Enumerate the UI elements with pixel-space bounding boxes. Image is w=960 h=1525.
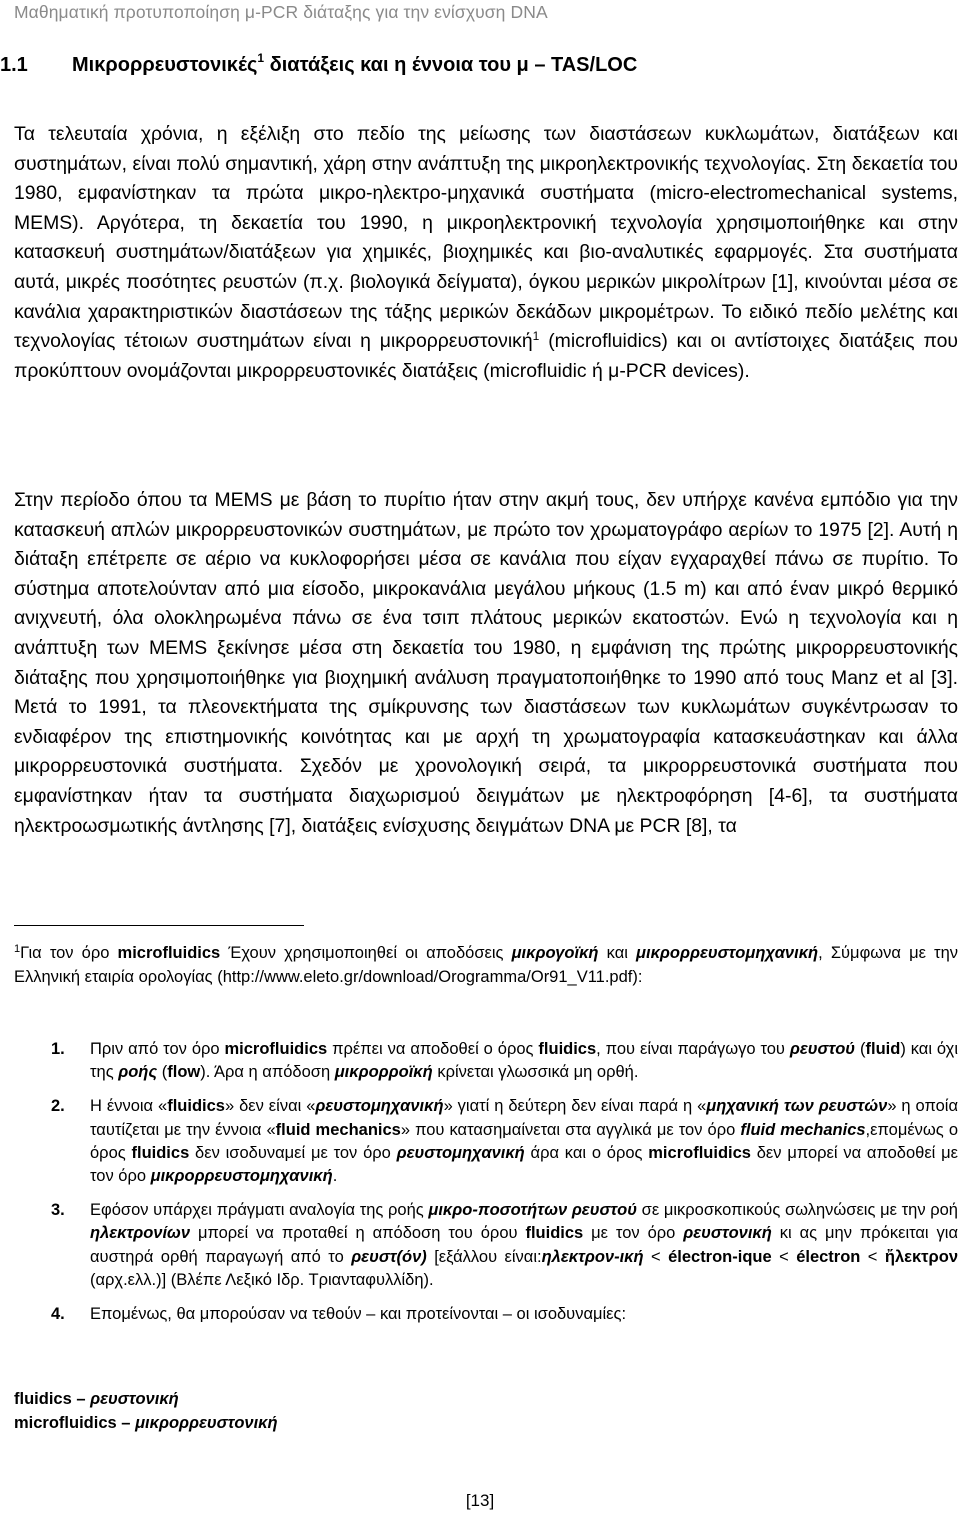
item-text: ) και όχι της	[90, 1040, 958, 1082]
item-term: ροής	[118, 1063, 158, 1082]
footnote-list-item	[51, 1303, 958, 1326]
item-text: , που είναι παράγωγο του	[596, 1040, 790, 1058]
item-term: microfluidics	[224, 1040, 328, 1058]
glossary-translation: ρευστονική	[90, 1390, 179, 1408]
item-term: fluid	[865, 1040, 901, 1058]
item-term: fluid mechanics	[275, 1120, 401, 1139]
item-term: fluidics	[131, 1143, 190, 1162]
footnote-intro	[14, 941, 958, 989]
item-term: ρευστ(όν)	[351, 1247, 427, 1266]
item-term: fluidics	[167, 1097, 225, 1116]
item-term: ρευστομηχανική	[315, 1097, 444, 1116]
item-term: fluidics	[538, 1040, 597, 1058]
footnote-list-item	[51, 1199, 958, 1292]
item-text: » δεν είναι «	[224, 1097, 316, 1116]
item-text: σε μικροσκοπικούς σωληνώσεις με την ροή	[636, 1201, 958, 1220]
item-term: ηλεκτρον-ική	[541, 1247, 644, 1266]
item-term: μικρορρευστομηχανική	[150, 1167, 333, 1186]
glossary-dash: –	[76, 1390, 86, 1408]
footnote-text: Έχουν χρησιμοποιηθεί οι αποδόσεις	[220, 944, 512, 962]
item-text: Επομένως, θα μπορούσαν να τεθούν – και προτείνονται – οι ισοδυναμίες:	[90, 1305, 627, 1324]
item-term: fluid mechanics	[740, 1120, 866, 1139]
item-term: ρευστομηχανική	[396, 1143, 525, 1162]
item-text: ,επομένως ο όρος	[90, 1120, 959, 1162]
list-number: 4.	[51, 1305, 65, 1324]
section-heading	[0, 51, 637, 77]
item-term: μικρο-ποσοτήτων ρευστού	[428, 1201, 637, 1220]
item-term: ρευστονική	[683, 1224, 772, 1243]
item-text: κρίνεται γλωσσικά μη ορθή.	[432, 1063, 639, 1082]
item-term: ηλεκτρονίων	[90, 1224, 191, 1243]
item-text: με τον όρο	[583, 1224, 684, 1243]
footnote-list	[51, 1038, 959, 1337]
footnote-ref[interactable]: 1	[532, 329, 540, 344]
item-text: πρέπει να αποδοθεί ο όρος	[327, 1040, 539, 1058]
glossary-block	[14, 1387, 278, 1435]
footnote-list-item	[51, 1038, 958, 1084]
item-text: Εφόσον υπάρχει πράγματι αναλογία της ροής	[90, 1201, 429, 1220]
item-text: .	[332, 1167, 338, 1186]
footnote-term: microfluidics	[117, 944, 221, 962]
item-text: Πριν από τον όρο	[90, 1040, 225, 1058]
section-title-part2: διατάξεις και η έννοια του μ – TAS/LOC	[264, 54, 638, 76]
item-text: <	[771, 1247, 797, 1266]
running-header: Μαθηματική προτυποποίηση μ-PCR διάταξης για την ενίσχυση DNA	[14, 2, 548, 22]
item-term: microfluidics	[648, 1143, 751, 1162]
item-text: (	[157, 1063, 168, 1082]
glossary-translation: μικρορρευστονική	[135, 1414, 278, 1432]
item-text: Η έννοια «	[90, 1097, 168, 1116]
section-number: 1.1	[0, 54, 28, 76]
glossary-entry	[14, 1411, 278, 1435]
footnote-text: Για τον όρο	[20, 944, 118, 962]
footnote-text: , Σύμφωνα με την Ελληνική εταιρία ορολογίας (http://www.eleto.gr/download/Orogramma/Or91_V11.pdf):	[14, 944, 958, 986]
item-text: μπορεί να προταθεί η απόδοση του όρου	[190, 1224, 526, 1243]
footnote-term: μικρογοϊκή	[511, 944, 599, 962]
item-term: fluidics	[525, 1224, 584, 1243]
footnote-term: μικρορρευστομηχανική	[636, 944, 819, 962]
item-text: » που κατασημαίνεται στα αγγλικά με τον όρο	[400, 1120, 741, 1139]
page-number: [13]	[465, 1491, 495, 1510]
item-text: κι ας μην πρόκειται για αυστηρά ορθή παραγωγή από το	[90, 1224, 958, 1266]
section-title-part1: Μικρορρευστονικές	[72, 54, 258, 76]
list-number: 1.	[51, 1040, 65, 1058]
list-number: 3.	[51, 1201, 65, 1220]
item-term: ρευστού	[789, 1040, 856, 1058]
footnote-text: και	[598, 944, 637, 962]
item-text: δεν μπορεί να αποδοθεί με τον όρο	[90, 1143, 958, 1186]
item-text: δεν ισοδυναμεί με τον όρο	[189, 1143, 397, 1162]
glossary-dash: –	[121, 1414, 131, 1432]
item-text: ). Άρα η απόδοση	[200, 1063, 335, 1082]
item-term: électron	[796, 1247, 861, 1266]
footnote-separator	[14, 925, 304, 926]
item-term: μηχανική των ρευστών	[706, 1097, 888, 1116]
item-term: μικρορροϊκή	[334, 1063, 433, 1082]
footnote-marker: 1	[14, 943, 21, 955]
body-paragraph-1	[14, 120, 958, 386]
glossary-term: microfluidics	[14, 1414, 117, 1432]
item-text: (	[855, 1040, 866, 1058]
para1-text-b: (microfluidics) και οι αντίστοιχες διατάξεις που προκύπτουν ονομάζονται μικρορρευστονικές διατάξεις (microfluidic ή μ-PCR devices).	[14, 330, 958, 382]
item-text: » γιατί η δεύτερη δεν είναι παρά η «	[443, 1097, 707, 1116]
item-term: flow	[167, 1063, 201, 1082]
item-text: άρα και ο όρος	[524, 1143, 649, 1162]
glossary-entry	[14, 1387, 278, 1411]
item-text: <	[643, 1247, 669, 1266]
item-text: (αρχ.ελλ.)] (Βλέπε Λεξικό Ιδρ. Τριανταφυλλίδη).	[90, 1270, 434, 1289]
item-text: <	[860, 1247, 885, 1266]
list-number: 2.	[51, 1097, 65, 1116]
item-term: électron-ique	[668, 1247, 772, 1266]
glossary-term: fluidics	[14, 1390, 72, 1408]
para1-text-a: Τα τελευταία χρόνια, η εξέλιξη στο πεδίο της μείωσης των διαστάσεων κυκλωμάτων, διατάξεων και συστημάτων, είναι πολύ σημαντική, χάρη στην ανάπτυξη της μικροηλεκτρονικής τεχνολογίας. Στη δεκαετία του 1980, εμφανίστηκαν τα πρώτα μικρο-ηλεκτρο-μηχανικά συστήματα (micro-electromechanical systems, MEMS). Αργότερα, τη δεκαετία του 1990, η μικροηλεκτρονική τεχνολογία χρησιμοποιήθηκε και στην κατασκευή συστημάτων/διατάξεων για χημικές, βιοχημικές και βιο-αναλυτικές εφαρμογές. Στα συστήματα αυτά, μικρές ποσότητες ρευστών (π.χ. βιολογικά δείγματα), όγκου μερικών μικρολίτρων [1], κινούνται μέσα σε κανάλια χαρακτηριστικών διαστάσεων της τάξης μερικών δεκάδων μικρομέτρων. Το ειδικό πεδίο μελέτης και τεχνολογίας τέτοιων συστημάτων είναι η μικρορρευστονική	[14, 123, 958, 353]
footnote-ref[interactable]: 1	[257, 51, 265, 65]
item-term: ἤλεκτρον	[884, 1247, 958, 1266]
item-text: » η οποία ταυτίζεται με την έννοια «	[90, 1097, 959, 1139]
item-text: [εξάλλου είναι:	[426, 1247, 542, 1266]
body-paragraph-2: Στην περίοδο όπου τα MEMS με βάση το πυρίτιο ήταν στην ακμή τους, δεν υπήρχε κανένα εμπόδιο για την κατασκευή απλών μικρορρευστονικών συστημάτων, με πρώτο τον χρωματογράφο αερίων το 1975 [2]. Αυτή η διάταξη επέτρεπε σε αέριο να κυκλοφορήσει μέσα σε κανάλια που είχαν εγχαραχθεί πάνω σε πυρίτιο. Το σύστημα αποτελούνταν από μια είσοδο, μικροκανάλια μεγάλου μήκους (1.5 m) και από έναν μικρό θερμικό ανιχνευτή, όλα ολοκληρωμένα πάνω σε ένα τσιπ πλάτους μερικών εκατοστών. Ενώ η τεχνολογία και η ανάπτυξη των MEMS ξεκίνησε μέσα στη δεκαετία του 1980, η εμφάνιση της πρώτης μικρορρευστονικής διάταξης που χρησιμοποιήθηκε για βιοχημική ανάλυση πραγματοποιήθηκε το 1990 από τους Manz et al [3]. Μετά το 1991, τα πλεονεκτήματα της σμίκρυνσης των διαστάσεων των κυκλωμάτων συγκέντρωσαν το ενδιαφέρον της επιστημονικής κοινότητας και με αρχή τη χρωματογραφία κατασκευάστηκαν και άλλα μικρορρευστονικά συστήματα. Σχεδόν με χρονολογική σειρά, τα μικρορρευστονικά συστήματα που εμφανίστηκαν ήταν τα συστήματα διαχωρισμού δειγμάτων με ηλεκτροφόρηση [4-6], τα συστήματα ηλεκτροωσμωτικής άντλησης [7], διατάξεις ενίσχυσης δειγμάτων DNA με PCR [8], τα	[14, 489, 958, 837]
footnote-list-item	[51, 1095, 959, 1188]
